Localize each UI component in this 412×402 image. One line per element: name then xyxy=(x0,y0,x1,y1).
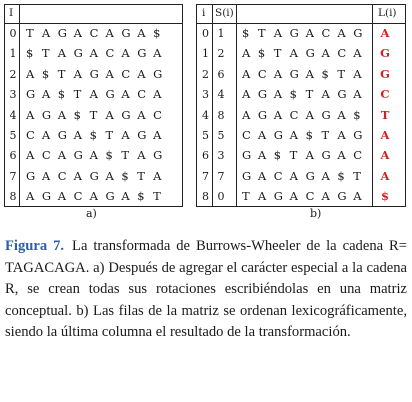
matrix-cell: G xyxy=(337,189,347,204)
suffix-index: 3 xyxy=(217,149,225,163)
sorted-row xyxy=(242,170,369,183)
figure-caption xyxy=(5,236,407,344)
matrix-cell: A xyxy=(337,148,346,163)
matrix-cell: A xyxy=(257,128,267,142)
matrix-cell: C xyxy=(57,168,67,183)
column-header-index: I xyxy=(9,7,14,19)
matrix-cell: T xyxy=(26,26,34,40)
bwt-output-cell: T xyxy=(380,107,390,122)
header-divider xyxy=(5,23,182,24)
matrix-cell: T xyxy=(137,168,145,183)
sorted-row xyxy=(242,27,369,40)
sorted-row xyxy=(242,149,369,162)
column-header-last: L(i) xyxy=(378,7,397,19)
matrix-cell: A xyxy=(321,87,330,102)
matrix-cell: $ xyxy=(273,148,282,163)
suffix-index: 1 xyxy=(217,27,225,40)
matrix-cell: G xyxy=(105,189,115,204)
bwt-output-cell: A xyxy=(380,168,390,183)
suffix-index: 8 xyxy=(217,108,225,122)
rotation-row xyxy=(26,68,169,81)
matrix-cell: $ xyxy=(242,26,250,40)
bwt-output-cell: A xyxy=(380,148,390,163)
bwt-output-cell: G xyxy=(380,46,390,61)
matrix-cell: A xyxy=(57,46,67,61)
matrix-cell: C xyxy=(89,26,99,40)
matrix-cell: T xyxy=(73,87,82,102)
matrix-cell: $ xyxy=(305,128,313,142)
matrix-cell: A xyxy=(137,107,146,122)
matrix-cell: A xyxy=(337,128,346,142)
matrix-cell: G xyxy=(137,46,147,61)
matrix-cell: G xyxy=(257,87,268,102)
matrix-cell: A xyxy=(137,148,146,163)
rotation-row xyxy=(26,129,169,142)
matrix-cell: A xyxy=(41,168,51,183)
rotation-row xyxy=(26,109,169,122)
matrix-cell: T xyxy=(337,66,346,81)
matrix-cell: G xyxy=(73,148,83,163)
matrix-cell: T xyxy=(321,128,330,142)
matrix-cell: A xyxy=(137,26,146,40)
figure-label: Figura 7. xyxy=(5,238,65,254)
matrix-cell: T xyxy=(105,128,114,142)
matrix-cell: A xyxy=(273,26,283,40)
matrix-cell: T xyxy=(289,148,298,163)
matrix-cell: $ xyxy=(73,107,81,122)
row-index: 4 xyxy=(202,108,209,122)
matrix-cell: A xyxy=(73,66,82,81)
matrix-cell: G xyxy=(289,26,299,40)
matrix-cell: G xyxy=(153,148,163,163)
matrix-cell: A xyxy=(89,46,98,61)
matrix-cell: $ xyxy=(121,168,129,183)
rotation-row xyxy=(26,27,169,40)
rotation-row xyxy=(26,47,169,60)
matrix-cell: A xyxy=(26,107,35,122)
matrix-cell: G xyxy=(121,26,131,40)
rotation-row xyxy=(26,88,169,101)
matrix-cell: A xyxy=(41,87,51,102)
matrix-cell: G xyxy=(41,107,52,122)
row-index: 2 xyxy=(202,67,209,81)
matrix-cell: G xyxy=(41,189,52,204)
matrix-cell: $ xyxy=(353,107,361,122)
matrix-cell: G xyxy=(321,107,331,122)
matrix-cell: $ xyxy=(153,26,161,40)
matrix-cell: T xyxy=(153,189,161,204)
suffix-index: 0 xyxy=(217,190,225,204)
column-divider xyxy=(212,5,213,206)
matrix-cell: C xyxy=(321,26,331,40)
suffix-index: 6 xyxy=(217,67,225,81)
matrix-cell: C xyxy=(305,189,315,204)
matrix-cell: C xyxy=(26,128,35,142)
matrix-cell: G xyxy=(73,46,83,61)
matrix-cell: A xyxy=(73,26,82,40)
sorted-row xyxy=(242,129,369,142)
matrix-cell: A xyxy=(289,168,298,183)
matrix-cell: A xyxy=(137,66,146,81)
matrix-cell: G xyxy=(57,26,67,40)
matrix-cell: C xyxy=(121,66,131,81)
matrix-cell: C xyxy=(153,107,162,122)
matrix-cell: A xyxy=(153,46,162,61)
matrix-cell: A xyxy=(305,26,314,40)
matrix-cell: G xyxy=(242,168,252,183)
matrix-cell: G xyxy=(26,87,36,102)
matrix-cell: T xyxy=(242,189,250,204)
matrix-cell: A xyxy=(305,66,314,81)
matrix-cell: A xyxy=(242,87,251,102)
matrix-cell: A xyxy=(353,189,362,204)
matrix-cell: G xyxy=(89,66,99,81)
matrix-cell: A xyxy=(121,87,130,102)
matrix-cell: A xyxy=(73,168,82,183)
matrix-cell: $ xyxy=(105,148,113,163)
matrix-cell: $ xyxy=(257,46,266,61)
matrix-cell: C xyxy=(273,168,283,183)
bwt-output-cell: A xyxy=(380,128,390,142)
matrix-cell: A xyxy=(289,189,298,204)
matrix-cell: A xyxy=(121,46,130,61)
row-index: 1 xyxy=(202,47,209,61)
row-index: 8 xyxy=(9,190,17,204)
matrix-cell: A xyxy=(257,189,267,204)
sorted-row xyxy=(242,68,369,81)
matrix-cell: G xyxy=(153,66,163,81)
matrix-cell: A xyxy=(242,66,251,81)
matrix-cell: A xyxy=(41,128,51,142)
matrix-cell: G xyxy=(337,87,347,102)
matrix-cell: A xyxy=(105,26,114,40)
subfigure-label-b: b) xyxy=(310,207,322,220)
row-index: 4 xyxy=(9,108,17,122)
matrix-cell: G xyxy=(121,107,131,122)
matrix-cell: A xyxy=(57,107,67,122)
matrix-cell: G xyxy=(305,46,315,61)
column-divider xyxy=(236,5,237,206)
matrix-cell: A xyxy=(305,107,314,122)
matrix-cell: T xyxy=(257,26,266,40)
matrix-cell: A xyxy=(289,128,298,142)
matrix-cell: G xyxy=(137,128,147,142)
matrix-cell: A xyxy=(289,46,298,61)
matrix-cell: A xyxy=(121,128,130,142)
matrix-cell: T xyxy=(57,66,66,81)
matrix-cell: A xyxy=(26,148,35,163)
row-index: 3 xyxy=(9,88,17,102)
matrix-cell: A xyxy=(273,87,283,102)
matrix-cell: $ xyxy=(57,87,66,102)
row-index: 7 xyxy=(202,169,209,183)
matrix-cell: A xyxy=(242,46,251,61)
matrix-cell: A xyxy=(89,87,98,102)
matrix-cell: T xyxy=(353,168,361,183)
matrix-cell: G xyxy=(242,148,252,163)
header-divider xyxy=(197,23,405,24)
matrix-cell: C xyxy=(41,148,51,163)
matrix-cell: $ xyxy=(137,189,145,204)
matrix-cell: C xyxy=(137,87,147,102)
matrix-cell: T xyxy=(41,46,50,61)
matrix-cell: A xyxy=(321,168,330,183)
matrix-cell: A xyxy=(337,26,346,40)
row-index: 2 xyxy=(9,67,17,81)
matrix-cell: A xyxy=(26,66,35,81)
bwt-output-cell: G xyxy=(380,66,390,81)
matrix-cell: $ xyxy=(289,87,297,102)
suffix-index: 5 xyxy=(217,129,225,142)
row-index: 7 xyxy=(9,169,17,183)
matrix-cell: $ xyxy=(321,66,329,81)
column-header-suffix: S(i) xyxy=(215,7,234,19)
suffix-index: 7 xyxy=(217,169,225,183)
matrix-cell: A xyxy=(105,66,114,81)
matrix-cell: A xyxy=(26,189,35,204)
matrix-cell: A xyxy=(121,189,130,204)
bwt-output-cell: A xyxy=(380,26,390,40)
matrix-cell: G xyxy=(257,107,268,122)
matrix-cell: A xyxy=(57,189,67,204)
matrix-cell: A xyxy=(321,46,330,61)
matrix-cell: A xyxy=(353,66,362,81)
matrix-cell: T xyxy=(305,87,314,102)
matrix-cell: A xyxy=(273,107,283,122)
rotation-row xyxy=(26,170,169,183)
matrix-cell: C xyxy=(289,107,299,122)
matrix-cell: A xyxy=(273,66,283,81)
matrix-cell: C xyxy=(337,46,347,61)
matrix-cell: $ xyxy=(26,46,34,61)
row-index: 3 xyxy=(202,88,209,102)
matrix-cell: A xyxy=(73,128,82,142)
matrix-cell: $ xyxy=(89,128,97,142)
matrix-cell: C xyxy=(242,128,251,142)
matrix-cell: A xyxy=(153,87,162,102)
rotation-row xyxy=(26,149,169,162)
column-header-index: i xyxy=(202,7,206,19)
sorted-row xyxy=(242,109,369,122)
matrix-cell: G xyxy=(273,189,283,204)
row-index: 6 xyxy=(9,149,17,163)
matrix-cell: G xyxy=(105,87,115,102)
matrix-cell: A xyxy=(353,87,362,102)
bwt-output-cell: $ xyxy=(380,189,389,204)
matrix-cell: G xyxy=(353,26,363,40)
matrix-cell: A xyxy=(153,128,162,142)
matrix-cell: G xyxy=(305,168,315,183)
column-divider xyxy=(19,5,20,206)
row-index: 5 xyxy=(202,129,209,142)
subfigure-label-a: a) xyxy=(86,207,97,220)
suffix-index: 2 xyxy=(217,47,225,61)
matrix-cell: A xyxy=(57,148,67,163)
sorted-row xyxy=(242,190,369,203)
matrix-cell: A xyxy=(305,148,314,163)
matrix-cell: $ xyxy=(41,66,50,81)
matrix-cell: T xyxy=(273,46,282,61)
matrix-cell: A xyxy=(257,168,267,183)
rotation-matrix-table xyxy=(4,4,183,207)
matrix-cell: C xyxy=(105,46,115,61)
bwt-output-cell: C xyxy=(380,87,390,102)
matrix-cell: G xyxy=(353,128,363,142)
matrix-cell: G xyxy=(26,168,36,183)
matrix-cell: $ xyxy=(337,168,345,183)
matrix-cell: C xyxy=(73,189,83,204)
matrix-cell: G xyxy=(273,128,283,142)
matrix-cell: A xyxy=(353,46,362,61)
matrix-cell: G xyxy=(89,168,99,183)
row-index: 8 xyxy=(202,190,209,204)
matrix-cell: C xyxy=(353,148,363,163)
matrix-cell: G xyxy=(289,66,299,81)
matrix-cell: A xyxy=(337,107,346,122)
matrix-cell: G xyxy=(57,128,67,142)
sorted-row xyxy=(242,88,369,101)
rotation-row xyxy=(26,190,169,203)
matrix-cell: A xyxy=(105,107,114,122)
row-index: 0 xyxy=(9,27,17,40)
matrix-cell: A xyxy=(105,168,114,183)
matrix-cell: T xyxy=(121,148,130,163)
matrix-cell: A xyxy=(257,148,267,163)
row-index: 5 xyxy=(9,129,17,142)
sorted-row xyxy=(242,47,369,60)
matrix-cell: C xyxy=(257,66,267,81)
suffix-index: 4 xyxy=(217,88,225,102)
sorted-matrix-table xyxy=(196,4,406,207)
matrix-cell: A xyxy=(89,189,98,204)
row-index: 1 xyxy=(9,47,17,61)
matrix-cell: A xyxy=(242,107,251,122)
matrix-cell: G xyxy=(321,148,331,163)
matrix-cell: A xyxy=(321,189,330,204)
matrix-cell: A xyxy=(89,148,98,163)
caption-text: La transformada de Burrows-Wheeler de la cadena R= TAGACAGA. a) Después de agregar el carácter especial a la cadena R, se crean todas sus rotaciones escribiéndolas en una matriz conceptual. b) Las filas de la matriz se ordenan lexicográficamente, siendo la última columna el resultado de la transformación. xyxy=(5,238,407,340)
column-divider xyxy=(372,5,373,206)
row-index: 6 xyxy=(202,149,209,163)
matrix-cell: A xyxy=(153,168,162,183)
row-index: 0 xyxy=(202,27,209,40)
matrix-cell: A xyxy=(41,26,51,40)
matrix-cell: T xyxy=(89,107,98,122)
